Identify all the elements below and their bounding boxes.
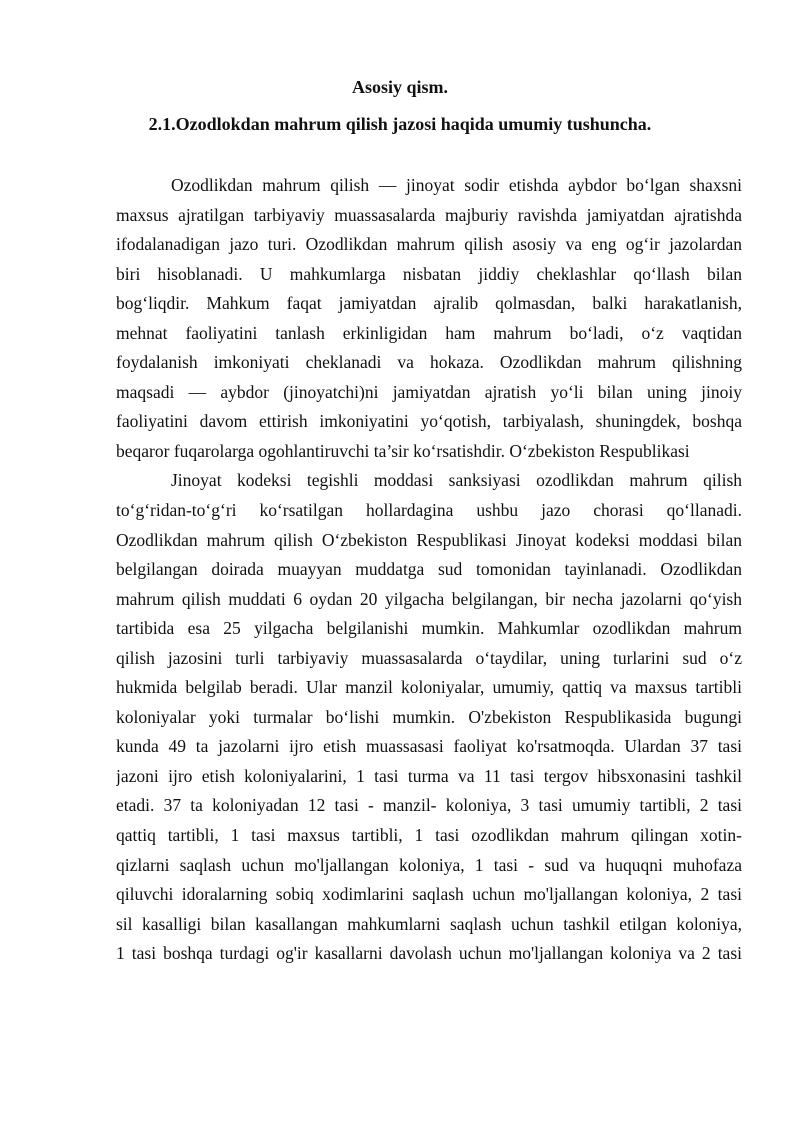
text-line: qilish jazosini turli tarbiyaviy muassasalarda o‘taydilar, uning turlarini sud o‘z	[116, 647, 742, 668]
text-line: jazoni ijro etish koloniyalarini, 1 tasi turma va 11 tasi tergov hibsxonasini tashkil	[116, 765, 742, 786]
text-line: etadi. 37 ta koloniyadan 12 tasi - manzil- koloniya, 3 tasi umumiy tartibli, 2 tasi	[116, 795, 742, 816]
chapter-heading: Asosiy qism.	[351, 77, 449, 97]
text-line: biri hisoblanadi. U mahkumlarga nisbatan jiddiy cheklashlar qo‘llash bilan	[116, 263, 742, 284]
text-line: 1 tasi boshqa turdagi og'ir kasallarni davolash uchun mo'ljallangan koloniya va 2 tasi	[116, 943, 742, 964]
text-line: maqsadi — aybdor (jinoyatchi)ni jamiyatdan ajratish yo‘li bilan uning jinoiy	[116, 381, 742, 402]
section-heading: 2.1.Ozodlokdan mahrum qilish jazosi haqida umumiy tushuncha.	[148, 114, 652, 134]
text-line: koloniyalar yoki turmalar bo‘lishi mumkin. O'zbekiston Respublikasida bugungi	[116, 706, 742, 727]
text-line: to‘g‘ridan-to‘g‘ri ko‘rsatilgan hollardagina ushbu jazo chorasi qo‘llanadi.	[116, 500, 742, 521]
text-line: hukmida belgilab beradi. Ular manzil koloniyalar, umumiy, qattiq va maxsus tartibli	[116, 677, 742, 698]
text-line: foydalanish imkoniyati cheklanadi va hokaza. Ozodlikdan mahrum qilishning	[116, 352, 742, 373]
text-line: Ozodlikdan mahrum qilish — jinoyat sodir etishda aybdor bo‘lgan shaxsni	[171, 175, 742, 195]
text-line: Ozodlikdan mahrum qilish O‘zbekiston Respublikasi Jinoyat kodeksi moddasi bilan	[116, 529, 742, 550]
text-line: maxsus ajratilgan tarbiyaviy muassasalarda majburiy ravishda jamiyatdan ajratishda	[116, 204, 742, 225]
text-line: bog‘liqdir. Mahkum faqat jamiyatdan ajralib qolmasdan, balki harakatlanish,	[116, 293, 742, 314]
text-line: beqaror fuqarolarga ogohlantiruvchi ta’sir ko‘rsatishdir. O‘zbekiston Respublikasi	[116, 440, 690, 461]
text-line: mahrum qilish muddati 6 oydan 20 yilgacha belgilangan, bir necha jazolarni qo‘yish	[116, 588, 742, 609]
text-line: belgilangan doirada muayyan muddatga sud tomonidan tayinlanadi. Ozodlikdan	[116, 559, 742, 580]
body-text	[116, 171, 742, 969]
text-line: qizlarni saqlash uchun mo'ljallangan koloniya, 1 tasi - sud va huquqni muhofaza	[116, 854, 742, 875]
text-line: qiluvchi idoralarning sobiq xodimlarini saqlash uchun mo'ljallangan koloniya, 2 tasi	[116, 884, 742, 905]
text-line: Jinoyat kodeksi tegishli moddasi sanksiyasi ozodlikdan mahrum qilish	[171, 470, 742, 491]
text-line: faoliyatini davom ettirish imkoniyatini yo‘qotish, tarbiyalash, shuningdek, boshqa	[116, 411, 742, 432]
text-line: tartibida esa 25 yilgacha belgilanishi mumkin. Mahkumlar ozodlikdan mahrum	[116, 618, 742, 639]
text-line: mehnat faoliyatini tanlash erkinligidan ham mahrum bo‘ladi, o‘z vaqtidan	[116, 322, 742, 343]
text-line: kunda 49 ta jazolarni ijro etish muassasasi faoliyat ko'rsatmoqda. Ulardan 37 tasi	[116, 736, 742, 757]
text-line: qattiq tartibli, 1 tasi maxsus tartibli, 1 tasi ozodlikdan mahrum qilingan xotin-	[116, 825, 742, 846]
text-line: sil kasalligi bilan kasallangan mahkumlarni saqlash uchun tashkil etilgan koloniya,	[116, 913, 742, 934]
text-line: ifodalanadigan jazo turi. Ozodlikdan mahrum qilish asosiy va eng og‘ir jazolardan	[116, 234, 742, 255]
